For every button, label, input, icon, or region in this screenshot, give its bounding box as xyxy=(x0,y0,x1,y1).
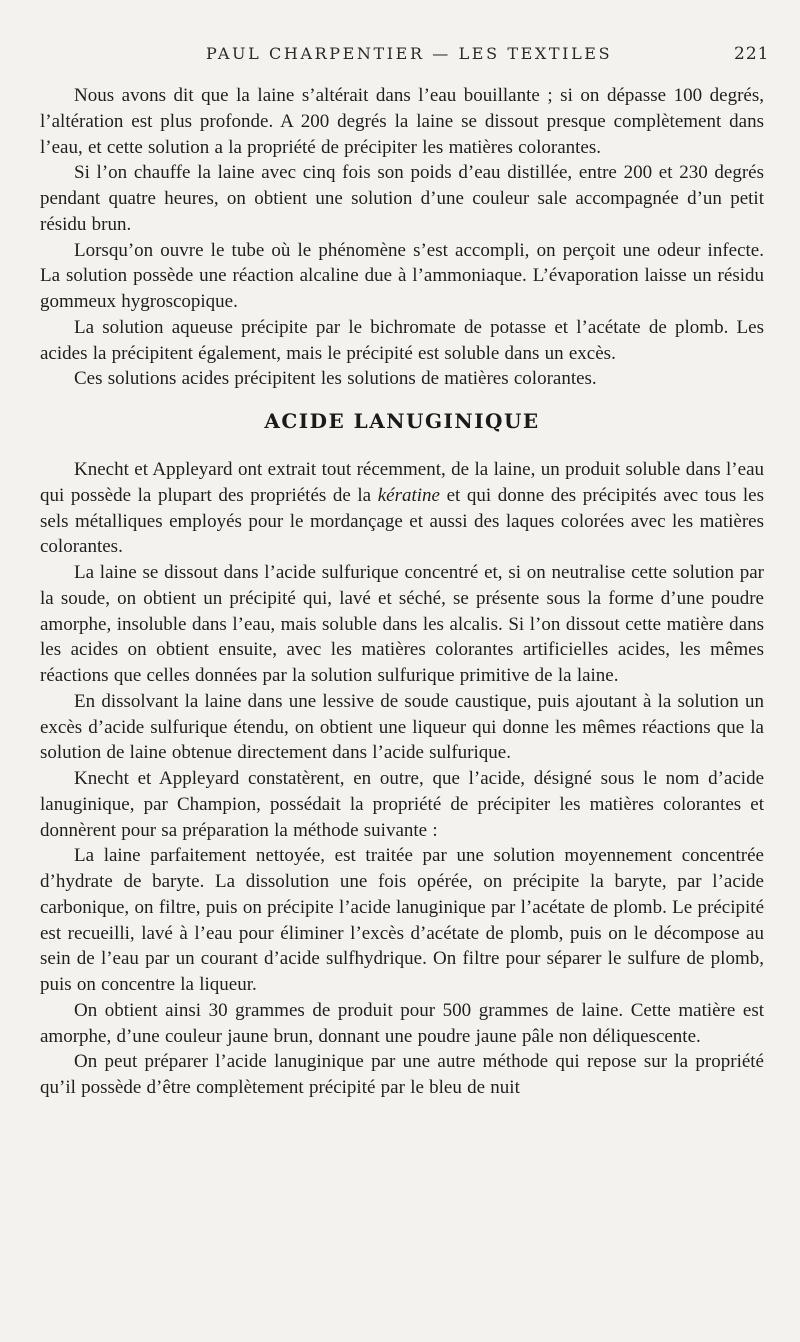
paragraph-yield: On obtient ainsi 30 grammes de produit pour 500 grammes de laine. Cette matière est amorphe, d’une couleur jaune brun, donnant une poudre jaune pâle non déliquescente. xyxy=(40,999,764,1047)
body-text xyxy=(40,83,764,1101)
paragraph-keratin-after: et qui donne des précipités avec tous les sels métalliques employés pour le mordançage et aussi des laques colorées avec les matières colorantes. xyxy=(40,484,764,558)
paragraph-preparation-method: La laine parfaitement nettoyée, est traitée par une solution moyennement concentrée d’hydrate de baryte. La dissolution une fois opérée, on précipite la baryte, par l’acide carbonique, on filtre, puis on précipite l’acide lanuginique par l’acétate de plomb. Le précipité est recueilli, lavé à l’eau pour éliminer l’excès d’acétate de plomb, puis on le décompose au sein de l’eau par un courant d’acide sulfhydrique. On filtre pour séparer le sulfure de plomb, puis on concentre la liqueur. xyxy=(40,845,764,995)
section-title: ACIDE LANUGINIQUE xyxy=(264,409,540,433)
paragraph-distilled-water: Si l’on chauffe la laine avec cinq fois son poids d’eau distillée, entre 200 et 230 degrés pendant quatre heures, on obtient une solution d’une couleur sale accompagnée d’un petit résidu brun. xyxy=(40,162,764,235)
running-title: PAUL CHARPENTIER — LES TEXTILES xyxy=(206,44,613,63)
paragraph-aqueous-solution: La solution aqueuse précipite par le bichromate de potasse et l’acétate de plomb. Les acides la précipitent également, mais le précipité est soluble dans un excès. xyxy=(40,316,764,364)
page-number: 221 xyxy=(734,44,770,64)
paragraph-other-method: On peut préparer l’acide lanuginique par une autre méthode qui repose sur la propriété qu’il possède d’être complètement précipité par le bleu de nuit xyxy=(40,1051,764,1098)
paragraph-keratin-before: Knecht et Appleyard ont extrait tout récemment, de la laine, un produit soluble dans l’eau qui possède la plupart des propriétés de la xyxy=(40,459,764,506)
paragraph-lanuginic-acid: Knecht et Appleyard constatèrent, en outre, que l’acide, désigné sous le nom d’acide lanuginique, par Champion, possédait la propriété de précipiter les matières colorantes et donnèrent pour sa préparation la méthode suivante : xyxy=(40,768,764,841)
section-heading xyxy=(40,408,764,434)
keratine-term: kératine xyxy=(377,484,440,506)
running-head xyxy=(0,44,800,66)
paragraph-tube-odour: Lorsqu’on ouvre le tube où le phénomène s’est accompli, on perçoit une odeur infecte. La solution possède une réaction alcaline due à l’ammoniaque. L’évaporation laisse un résidu gommeux hygroscopique. xyxy=(40,239,764,312)
paragraph-wool-boiling: Nous avons dit que la laine s’altérait dans l’eau bouillante ; si on dépasse 100 degrés, l’altération est plus profonde. A 200 degrés la laine se dissout presque complètement dans l’eau, et cette solution a la propriété de précipiter les matières colorantes. xyxy=(40,85,764,158)
paragraph-caustic-soda: En dissolvant la laine dans une lessive de soude caustique, puis ajoutant à la solution un excès d’acide sulfurique étendu, on obtient une liqueur qui donne les mêmes réactions que la solution de laine obtenue directement dans l’acide sulfurique. xyxy=(40,690,764,764)
paragraph-knecht-appleyard xyxy=(40,457,764,560)
paragraph-acid-solutions: Ces solutions acides précipitent les solutions de matières colorantes. xyxy=(74,368,597,390)
paragraph-sulfuric-acid: La laine se dissout dans l’acide sulfurique concentré et, si on neutralise cette solution par la soude, on obtient un précipité qui, lavé et séché, se présente sous la forme d’une poudre amorphe, insoluble dans l’eau, mais soluble dans les alcalis. Si l’on dissout cette matière dans les acides on obtient ensuite, avec les matières colorantes artificielles acides, les mêmes réactions que celles données par la solution sulfurique primitive de la laine. xyxy=(40,562,764,686)
